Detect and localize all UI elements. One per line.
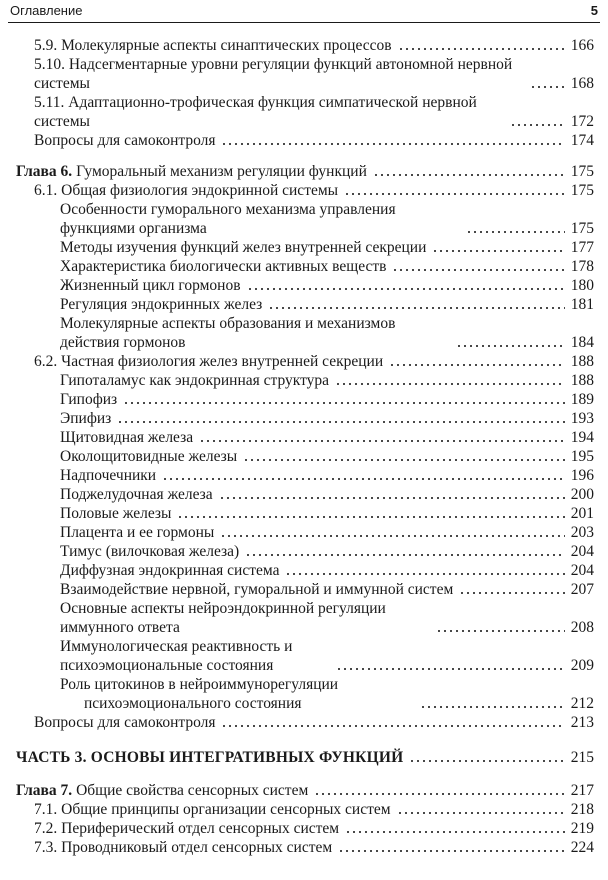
toc-entry-text: Методы изучения функций желез внутренней секреции [60, 239, 427, 256]
dot-leader [335, 383, 565, 385]
toc-entry-title [60, 409, 111, 428]
toc-page-number: 175 [570, 163, 594, 180]
toc-entry [16, 504, 594, 523]
toc-entry-title [60, 599, 430, 637]
dot-leader [314, 793, 564, 795]
toc-page-number: 168 [570, 75, 594, 92]
toc-entry-title [60, 504, 171, 523]
toc-page-number: 177 [570, 239, 594, 256]
toc-page-number: 204 [570, 562, 594, 579]
toc-page-number: 215 [570, 749, 594, 766]
toc-page-number: 219 [570, 820, 594, 837]
running-header [8, 0, 600, 23]
toc-page-number: 224 [570, 839, 594, 856]
toc-entry [16, 409, 594, 428]
toc-page-number: 180 [570, 277, 594, 294]
toc-entry-title [16, 162, 367, 181]
toc-entry-title [34, 713, 215, 732]
toc-entry-title [16, 781, 308, 800]
toc-entry [16, 181, 594, 200]
toc-entry-title [60, 637, 330, 675]
toc-entry-text: Плацента и ее гормоны [60, 524, 215, 541]
toc-entry [16, 390, 594, 409]
toc-entry [16, 466, 594, 485]
dot-leader [220, 535, 564, 537]
toc-entry-text: Гипоталамус как эндокринная структура [60, 372, 330, 389]
dot-leader [221, 725, 564, 727]
dot-leader [420, 706, 565, 708]
toc-entry [16, 276, 594, 295]
toc-entry-title [34, 819, 339, 838]
toc-entry-text: Поджелудочная железа [60, 486, 213, 503]
toc-entry-title [16, 748, 403, 767]
toc-entry-text: 5.10. Надсегментарные уровни регуляции функций автономной нервной системы [34, 56, 513, 92]
toc-page-number: 175 [570, 182, 594, 199]
toc-page-number: 213 [570, 714, 594, 731]
toc-entry-text: 5.9. Молекулярные аспекты синаптических процессов [34, 37, 392, 54]
dot-leader [336, 668, 565, 670]
dot-leader [177, 516, 564, 518]
toc-entry-title [60, 428, 193, 447]
dot-leader [338, 850, 565, 852]
toc-entry [16, 675, 594, 713]
toc-page-number: 204 [570, 543, 594, 560]
toc-entry-text: 7.1. Общие принципы организации сенсорных систем [34, 801, 391, 818]
toc-page-number: 194 [570, 429, 594, 446]
dot-leader [510, 124, 565, 126]
toc-entry-title [34, 800, 391, 819]
toc-entry [16, 599, 594, 637]
dot-leader [436, 630, 565, 632]
toc-entry-title [60, 466, 156, 485]
dot-leader [397, 812, 565, 814]
toc-entry-title [34, 181, 338, 200]
toc-page-number: 201 [570, 505, 594, 522]
toc-page-number: 209 [570, 657, 594, 674]
toc-entry [16, 55, 594, 93]
dot-leader [117, 421, 564, 423]
toc-page-number: 174 [570, 132, 594, 149]
dot-leader [162, 478, 565, 480]
toc-entry [16, 238, 594, 257]
toc-entry [16, 800, 594, 819]
toc-page-number: 181 [570, 296, 594, 313]
toc-entry [16, 637, 594, 675]
toc-entry [16, 93, 594, 131]
toc-entry-text: Тимус (вилочковая железа) [60, 543, 240, 560]
toc-entry-title [34, 838, 332, 857]
toc-page-number: 200 [570, 486, 594, 503]
header-title: Оглавление [10, 3, 83, 18]
toc-entry [16, 838, 594, 857]
toc-entry [16, 257, 594, 276]
dot-leader [530, 86, 565, 88]
toc-entry-title [60, 580, 453, 599]
toc-entry-title [60, 485, 213, 504]
toc-page-number: 207 [570, 581, 594, 598]
toc-entry-title [60, 561, 279, 580]
dot-leader [344, 193, 565, 195]
toc-entry-text: Регуляция эндокринных желез [60, 296, 263, 313]
toc-page-number: 188 [570, 372, 594, 389]
toc-entry-title [60, 390, 117, 409]
toc-entry-text: Эпифиз [60, 410, 112, 427]
dot-leader [221, 143, 564, 145]
toc-entry [16, 200, 594, 238]
dot-leader [245, 554, 565, 556]
toc-entry-title [60, 447, 237, 466]
toc-entry [16, 523, 594, 542]
dot-leader [459, 592, 564, 594]
toc-entry-text: Особенности гуморального механизма управления функциями организма [60, 201, 396, 237]
toc-page-number: 217 [570, 782, 594, 799]
dot-leader [285, 573, 564, 575]
dot-leader [243, 459, 565, 461]
toc-entry-text: Гипофиз [60, 391, 118, 408]
chapter-label: Глава 6. [16, 163, 73, 180]
dot-leader [373, 174, 565, 176]
toc-entry-title [60, 295, 262, 314]
toc-entry [16, 36, 594, 55]
toc-entry-title [34, 352, 383, 371]
dot-leader [199, 440, 565, 442]
toc-entry-title [60, 371, 329, 390]
dot-leader [389, 364, 565, 366]
toc-entry [16, 428, 594, 447]
toc-entry [16, 162, 594, 181]
toc-entry-text: Околощитовидные железы [60, 448, 238, 465]
toc-entry [16, 713, 594, 732]
toc-entry-text: Половые железы [60, 505, 172, 522]
header-page-number: 5 [590, 3, 598, 18]
toc-entry-text: Надпочечники [60, 467, 157, 484]
dot-leader [409, 760, 564, 762]
toc-entry [16, 371, 594, 390]
toc-entry [16, 542, 594, 561]
toc-entry-text: 7.3. Проводниковый отдел сенсорных систем [34, 839, 333, 856]
toc-entry [16, 352, 594, 371]
toc-page-number: 218 [570, 801, 594, 818]
toc-entry-text: Взаимодействие нервной, гуморальной и иммунной систем [60, 581, 454, 598]
dot-leader [466, 231, 565, 233]
toc-entry-text: Характеристика биологически активных веществ [60, 258, 387, 275]
toc-entry-title [60, 276, 241, 295]
toc-entry-text: Иммунологическая реактивность и психоэмоциональные состояния [60, 638, 293, 674]
toc-page-number: 193 [570, 410, 594, 427]
toc-entry-title [60, 314, 450, 352]
toc-page-number: 188 [570, 353, 594, 370]
dot-leader [456, 345, 565, 347]
toc-entry [16, 561, 594, 580]
toc-entry-text: Щитовидная железа [60, 429, 194, 446]
toc-entry-title [60, 675, 414, 713]
toc-entry [16, 580, 594, 599]
toc-page-number: 195 [570, 448, 594, 465]
toc-entry-text: 6.2. Частная физиология желез внутренней секреции [34, 353, 384, 370]
dot-leader [398, 48, 565, 50]
table-of-contents [16, 36, 594, 857]
chapter-label: Глава 7. [16, 782, 73, 799]
toc-entry-text: Гуморальный механизм регуляции функций [76, 163, 367, 180]
toc-entry-title [34, 131, 215, 150]
dot-leader [219, 497, 565, 499]
toc-entry [16, 485, 594, 504]
toc-entry-text: Жизненный цикл гормонов [60, 277, 241, 294]
toc-entry-title [60, 257, 386, 276]
toc-entry [16, 295, 594, 314]
dot-leader [392, 269, 564, 271]
toc-entry-title [60, 238, 426, 257]
toc-entry-title [34, 93, 504, 131]
toc-entry [16, 781, 594, 800]
toc-page-number: 184 [570, 334, 594, 351]
dot-leader [268, 307, 564, 309]
toc-entry-text: Вопросы для самоконтроля [34, 714, 216, 731]
toc-entry-title [60, 523, 214, 542]
toc-entry-title [34, 36, 392, 55]
toc-entry-text: Роль цитокинов в нейроиммунорегуляции психоэмоционального состояния [60, 676, 339, 712]
toc-entry-text: Общие свойства сенсорных систем [76, 782, 309, 799]
toc-page-number: 166 [570, 37, 594, 54]
toc-page-number: 212 [570, 695, 594, 712]
toc-entry [16, 447, 594, 466]
dot-leader [123, 402, 565, 404]
toc-entry-text: 5.11. Адаптационно-трофическая функция симпатической нервной системы [34, 94, 477, 130]
toc-entry [16, 314, 594, 352]
toc-entry-text: Вопросы для самоконтроля [34, 132, 216, 149]
toc-entry-text: 6.1. Общая физиология эндокринной системы [34, 182, 339, 199]
toc-entry-title [60, 200, 460, 238]
toc-entry-title [60, 542, 239, 561]
toc-page-number: 189 [570, 391, 594, 408]
toc-page-number: 175 [570, 220, 594, 237]
toc-page-number: 172 [570, 113, 594, 130]
toc-entry-title [34, 55, 524, 93]
toc-page-number: 196 [570, 467, 594, 484]
dot-leader [345, 831, 565, 833]
toc-entry-text: Диффузная эндокринная система [60, 562, 280, 579]
toc-page-number: 203 [570, 524, 594, 541]
toc-entry-text: Основные аспекты нейроэндокринной регуляции иммунного ответа [60, 600, 386, 636]
toc-entry-text: 7.2. Периферический отдел сенсорных систем [34, 820, 340, 837]
toc-entry [16, 819, 594, 838]
toc-entry-text: ЧАСТЬ 3. ОСНОВЫ ИНТЕГРАТИВНЫХ ФУНКЦИЙ [16, 749, 404, 766]
toc-page-number: 178 [570, 258, 594, 275]
toc-page-number: 208 [570, 619, 594, 636]
dot-leader [247, 288, 565, 290]
toc-entry [16, 748, 594, 767]
toc-entry-text: Молекулярные аспекты образования и механизмов действия гормонов [60, 315, 396, 351]
toc-entry [16, 131, 594, 150]
dot-leader [432, 250, 564, 252]
